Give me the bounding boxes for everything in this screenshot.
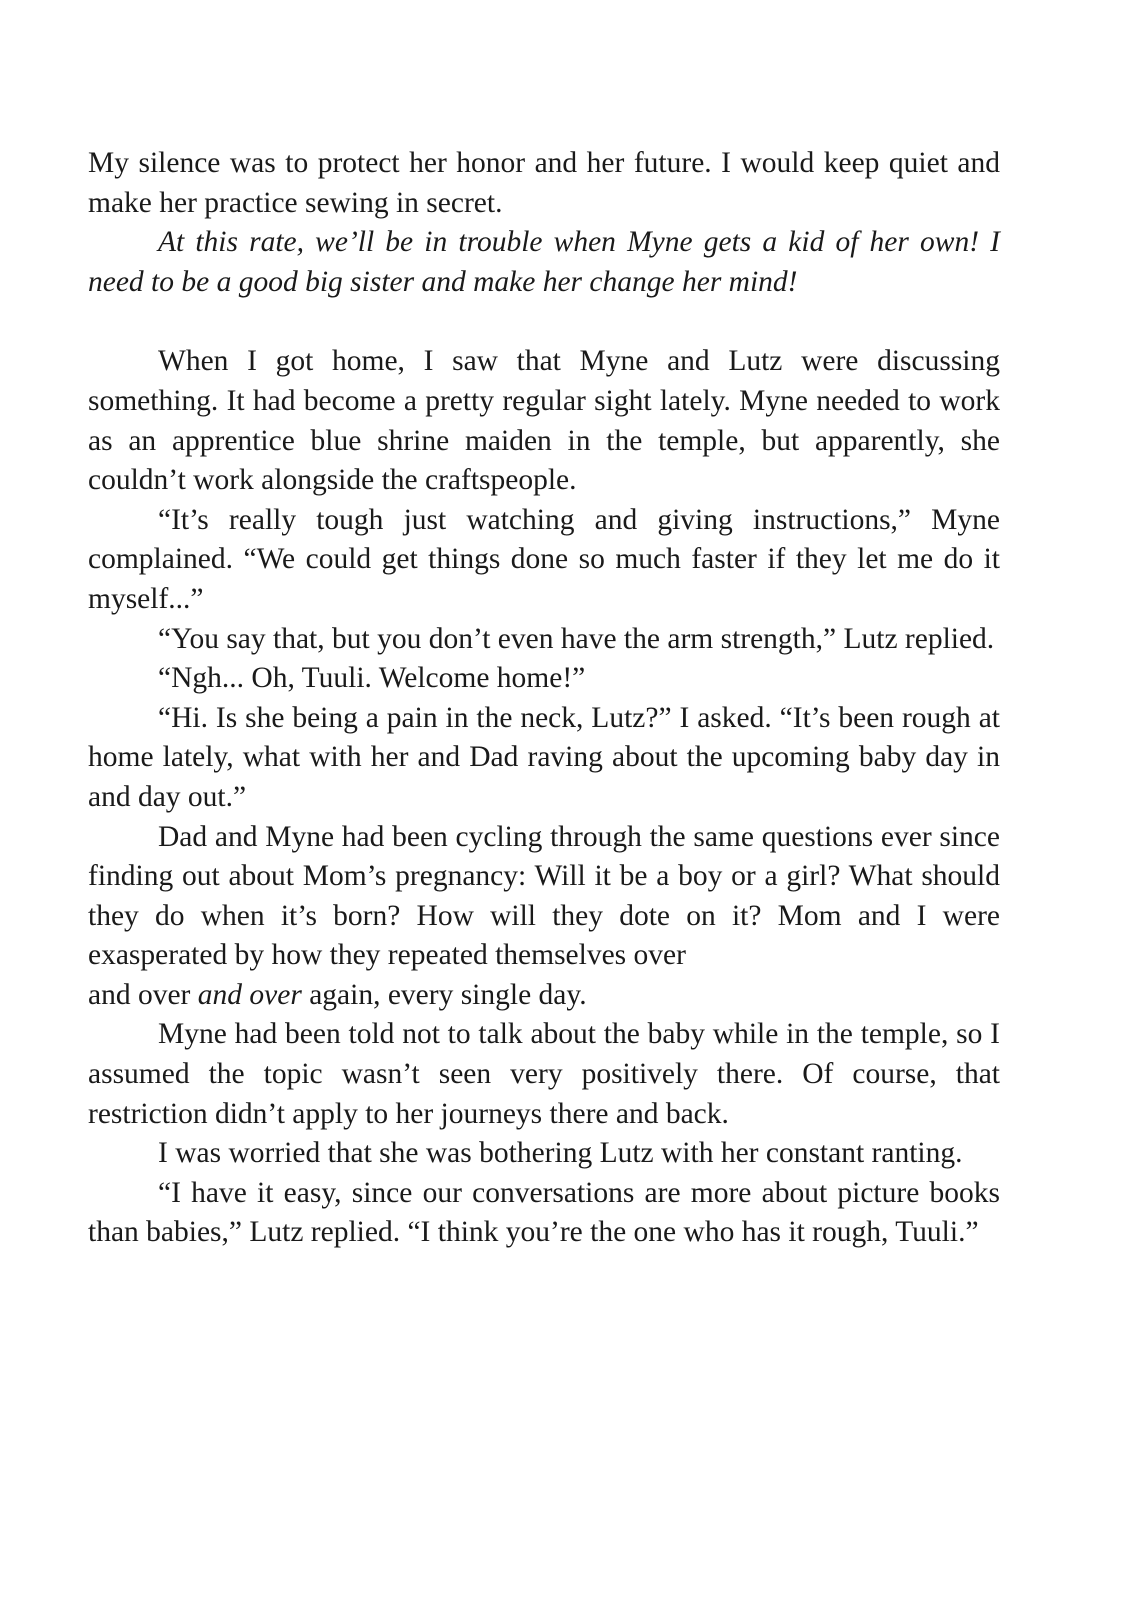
paragraph-inner-thought: At this rate, we’ll be in trouble when Myne gets a kid of her own! I need to be a good big sister and make her change her mind! xyxy=(88,226,1000,298)
paragraph-tuuli-asks: “Hi. Is she being a pain in the neck, Lutz?” I asked. “It’s been rough at home lately, what with her and Dad raving about the upcoming baby day in and day out.” xyxy=(88,701,1000,813)
book-page-text xyxy=(88,144,1000,1253)
paragraph-got-home: When I got home, I saw that Myne and Lutz were discussing something. It had become a pretty regular sight lately. Myne needed to work as an apprentice blue shrine maiden in the temple, but apparently, she couldn’t work alongside the craftspeople. xyxy=(88,345,1000,497)
emphasis-and-over: and over xyxy=(197,978,302,1011)
paragraph-worried: I was worried that she was bothering Lutz with her constant ranting. xyxy=(158,1137,963,1170)
text-after-emphasis: again, every single day. xyxy=(301,978,587,1011)
paragraph-and-over-again xyxy=(88,976,1000,1016)
paragraph-temple-restriction: Myne had been told not to talk about the baby while in the temple, so I assumed the topic wasn’t seen very positively there. Of course, that restriction didn’t apply to her journeys there and back. xyxy=(88,1018,1000,1130)
paragraph-welcome-home: “Ngh... Oh, Tuuli. Welcome home!” xyxy=(158,662,586,695)
paragraph-silence: My silence was to protect her honor and her future. I would keep quiet and make her practice sewing in secret. xyxy=(88,147,1000,219)
scene-break xyxy=(88,302,1000,342)
paragraph-cycling-questions: Dad and Myne had been cycling through the same questions ever since finding out about Mom’s pregnancy: Will it be a boy or a girl? What should they do when it’s born? How will they dote on it? Mom and I were exasperated by how they repeated themselves over xyxy=(88,820,1000,972)
paragraph-lutz-replies: “I have it easy, since our conversations are more about picture books than babies,” Lutz replied. “I think you’re the one who has it rough, Tuuli.” xyxy=(88,1176,1000,1249)
paragraph-lutz-arm-strength: “You say that, but you don’t even have the arm strength,” Lutz replied. xyxy=(158,622,995,655)
paragraph-myne-complains: “It’s really tough just watching and giving instructions,” Myne complained. “We could get things done so much faster if they let me do it myself...” xyxy=(88,503,1000,615)
text-before-emphasis: and over xyxy=(88,978,198,1011)
